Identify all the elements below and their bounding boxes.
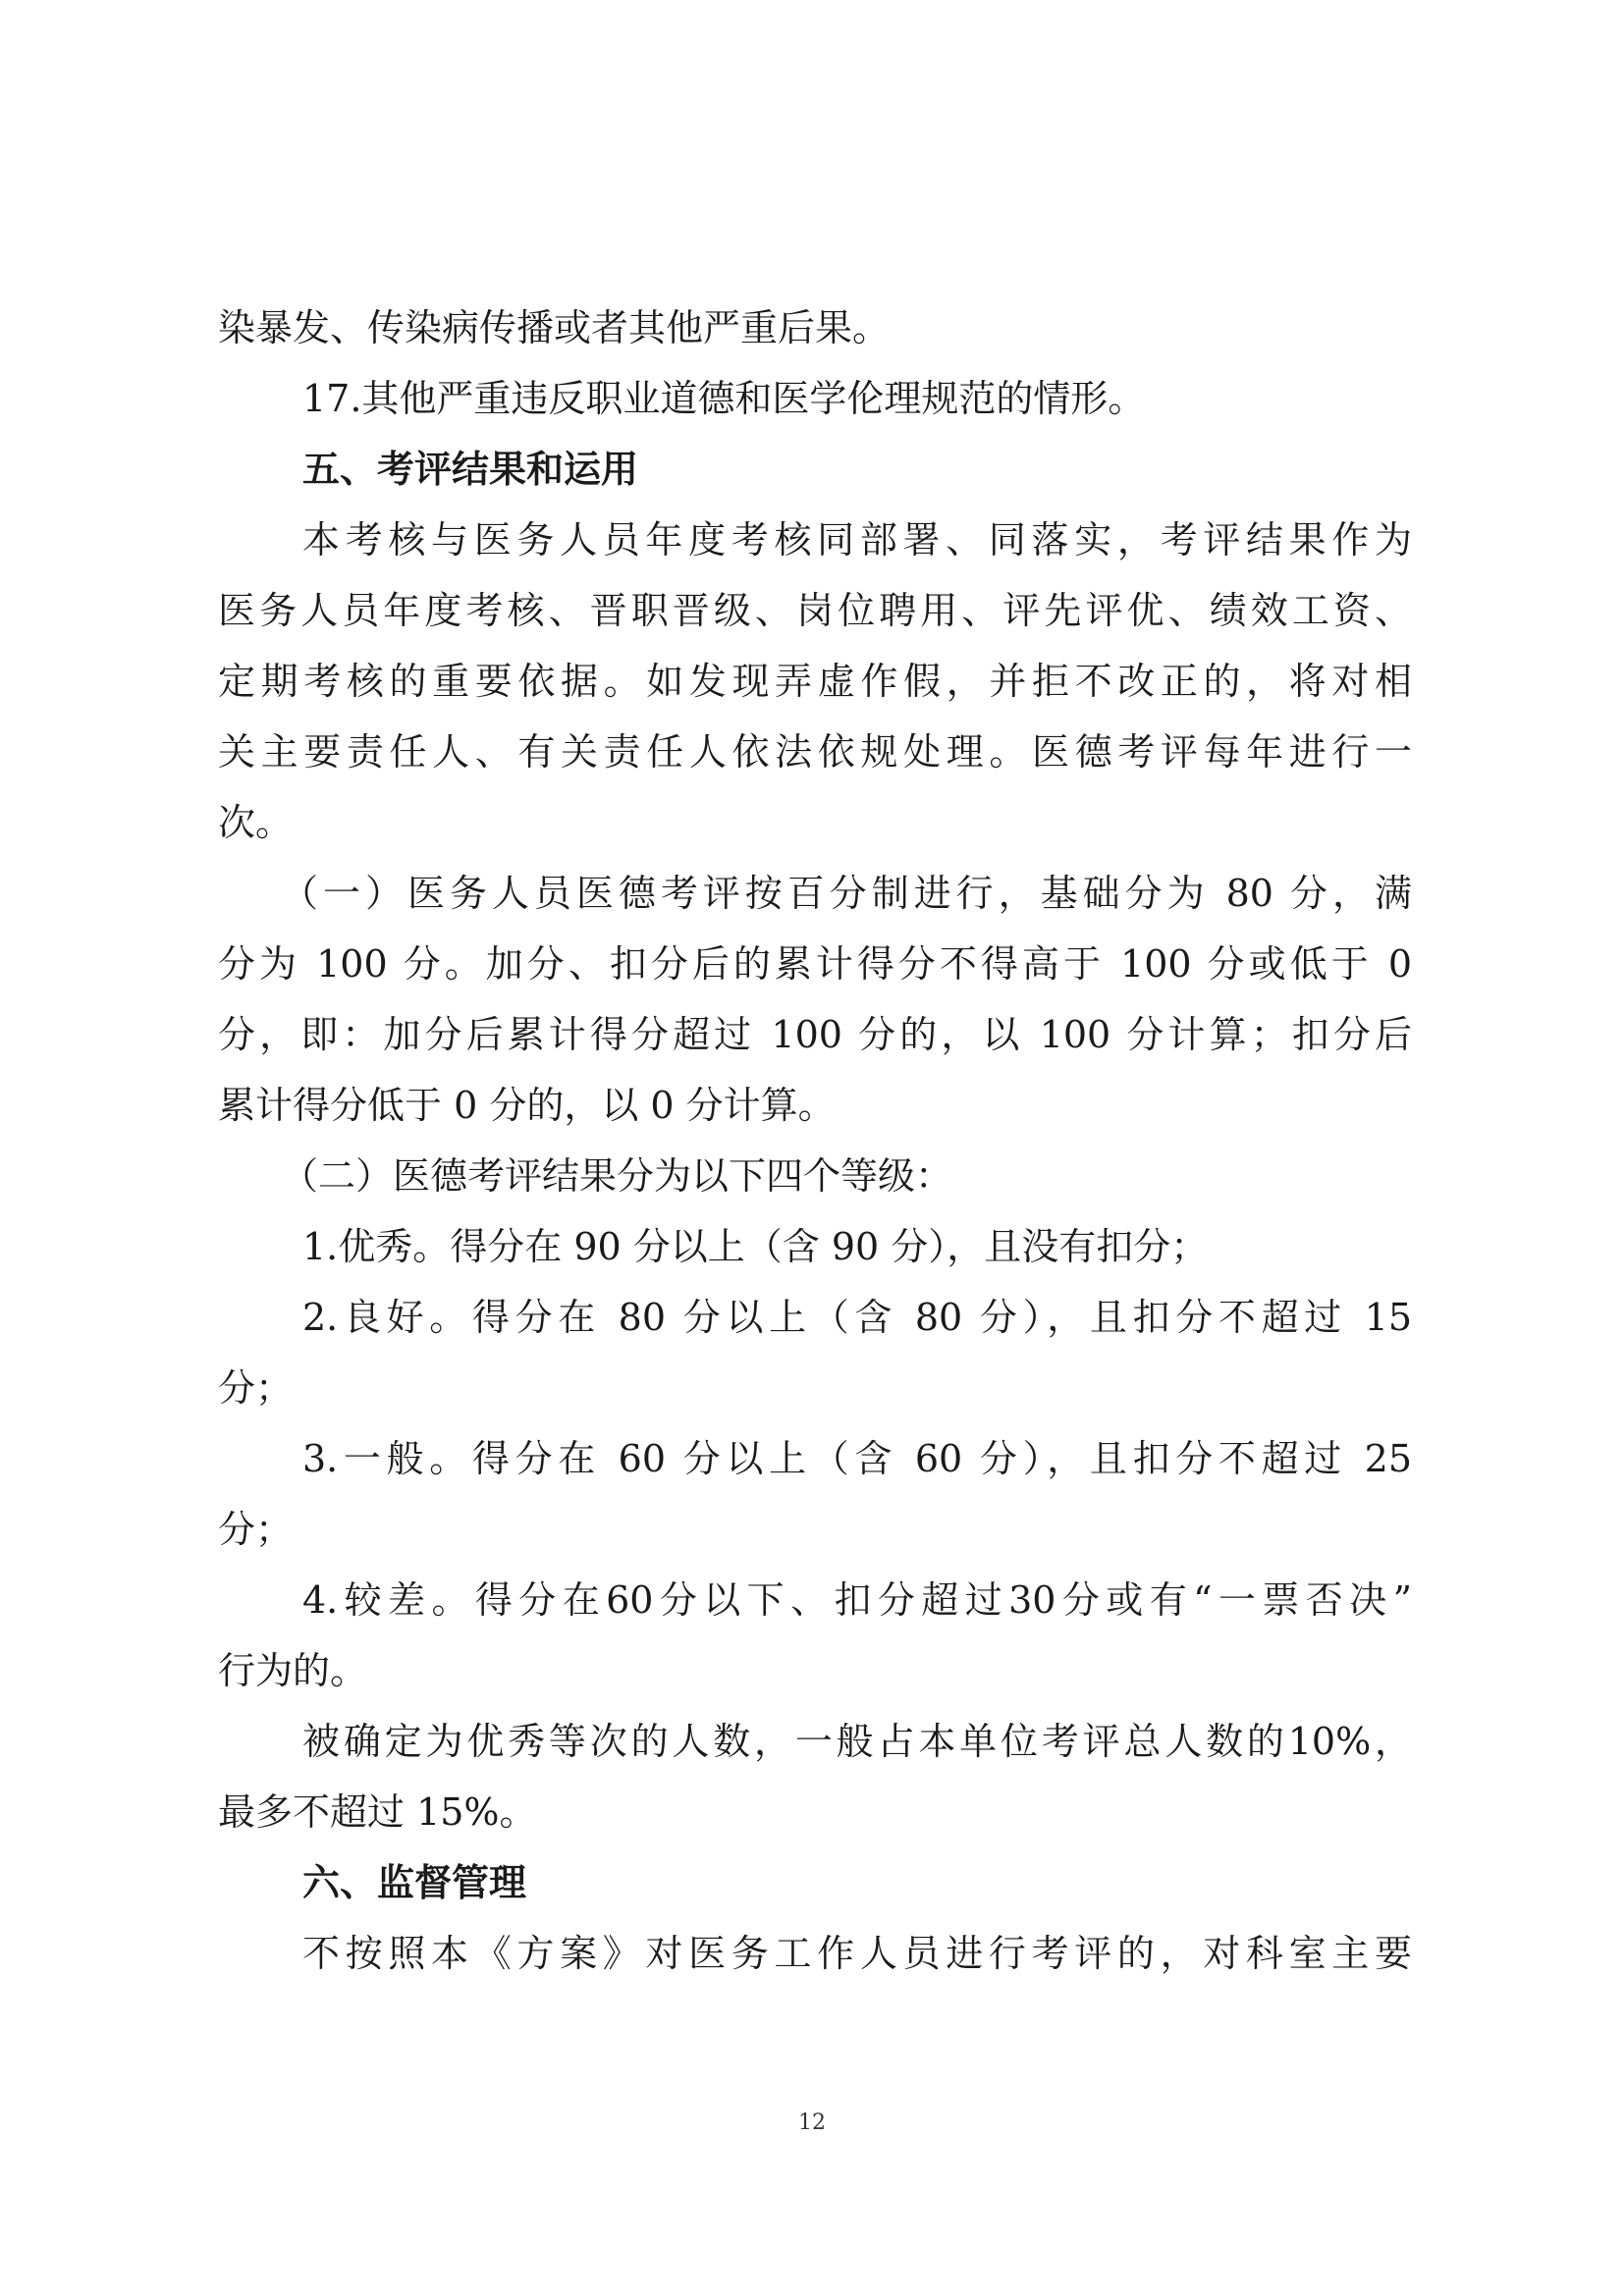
list-item-line: 4.较差。得分在60分以下、扣分超过30分或有“一票否决” bbox=[302, 1578, 1412, 1622]
list-item-line: 分； bbox=[218, 1366, 294, 1410]
paragraph-line: （一）医务人员医德考评按百分制进行，基础分为 80 分，满 bbox=[281, 872, 1412, 915]
paragraph-line: 分，即：加分后累计得分超过 100 分的，以 100 分计算；扣分后 bbox=[218, 1013, 1412, 1056]
list-item-line: 2.良好。得分在 80 分以上（含 80 分），且扣分不超过 15 bbox=[302, 1296, 1412, 1339]
paragraph-line: 次。 bbox=[218, 801, 294, 844]
paragraph-line: 最多不超过 15%。 bbox=[218, 1790, 537, 1834]
list-item-line: 分； bbox=[218, 1508, 294, 1551]
paragraph-line: 染暴发、传染病传播或者其他严重后果。 bbox=[218, 306, 891, 349]
section-heading: 五、考评结果和运用 bbox=[302, 447, 639, 491]
paragraph-line: （二）医德考评结果分为以下四个等级： bbox=[281, 1154, 953, 1198]
paragraph-line: 累计得分低于 0 分的，以 0 分计算。 bbox=[218, 1084, 836, 1127]
section-heading: 六、监督管理 bbox=[302, 1860, 527, 1904]
paragraph-line: 本考核与医务人员年度考核同部署、同落实，考评结果作为 bbox=[302, 518, 1412, 561]
paragraph-line: 17.其他严重违反职业道德和医学伦理规范的情形。 bbox=[302, 377, 1146, 420]
paragraph-line: 医务人员年度考核、晋职晋级、岗位聘用、评先评优、绩效工资、 bbox=[218, 589, 1412, 632]
paragraph-line: 定期考核的重要依据。如发现弄虚作假，并拒不改正的，将对相 bbox=[218, 660, 1412, 703]
list-item-line: 3.一般。得分在 60 分以上（含 60 分），且扣分不超过 25 bbox=[302, 1437, 1412, 1480]
list-item-line: 1.优秀。得分在 90 分以上（含 90 分），且没有扣分； bbox=[302, 1225, 1209, 1268]
document-body bbox=[218, 293, 1412, 1989]
paragraph-line: 不按照本《方案》对医务工作人员进行考评的，对科室主要 bbox=[302, 1932, 1412, 1975]
page-number: 12 bbox=[798, 2110, 826, 2135]
paragraph-line: 关主要责任人、有关责任人依法依规处理。医德考评每年进行一 bbox=[218, 730, 1412, 774]
paragraph-line: 分为 100 分。加分、扣分后的累计得分不得高于 100 分或低于 0 bbox=[218, 942, 1412, 986]
paragraph-line: 被确定为优秀等次的人数，一般占本单位考评总人数的10%， bbox=[302, 1720, 1412, 1763]
list-item-line: 行为的。 bbox=[218, 1649, 368, 1692]
